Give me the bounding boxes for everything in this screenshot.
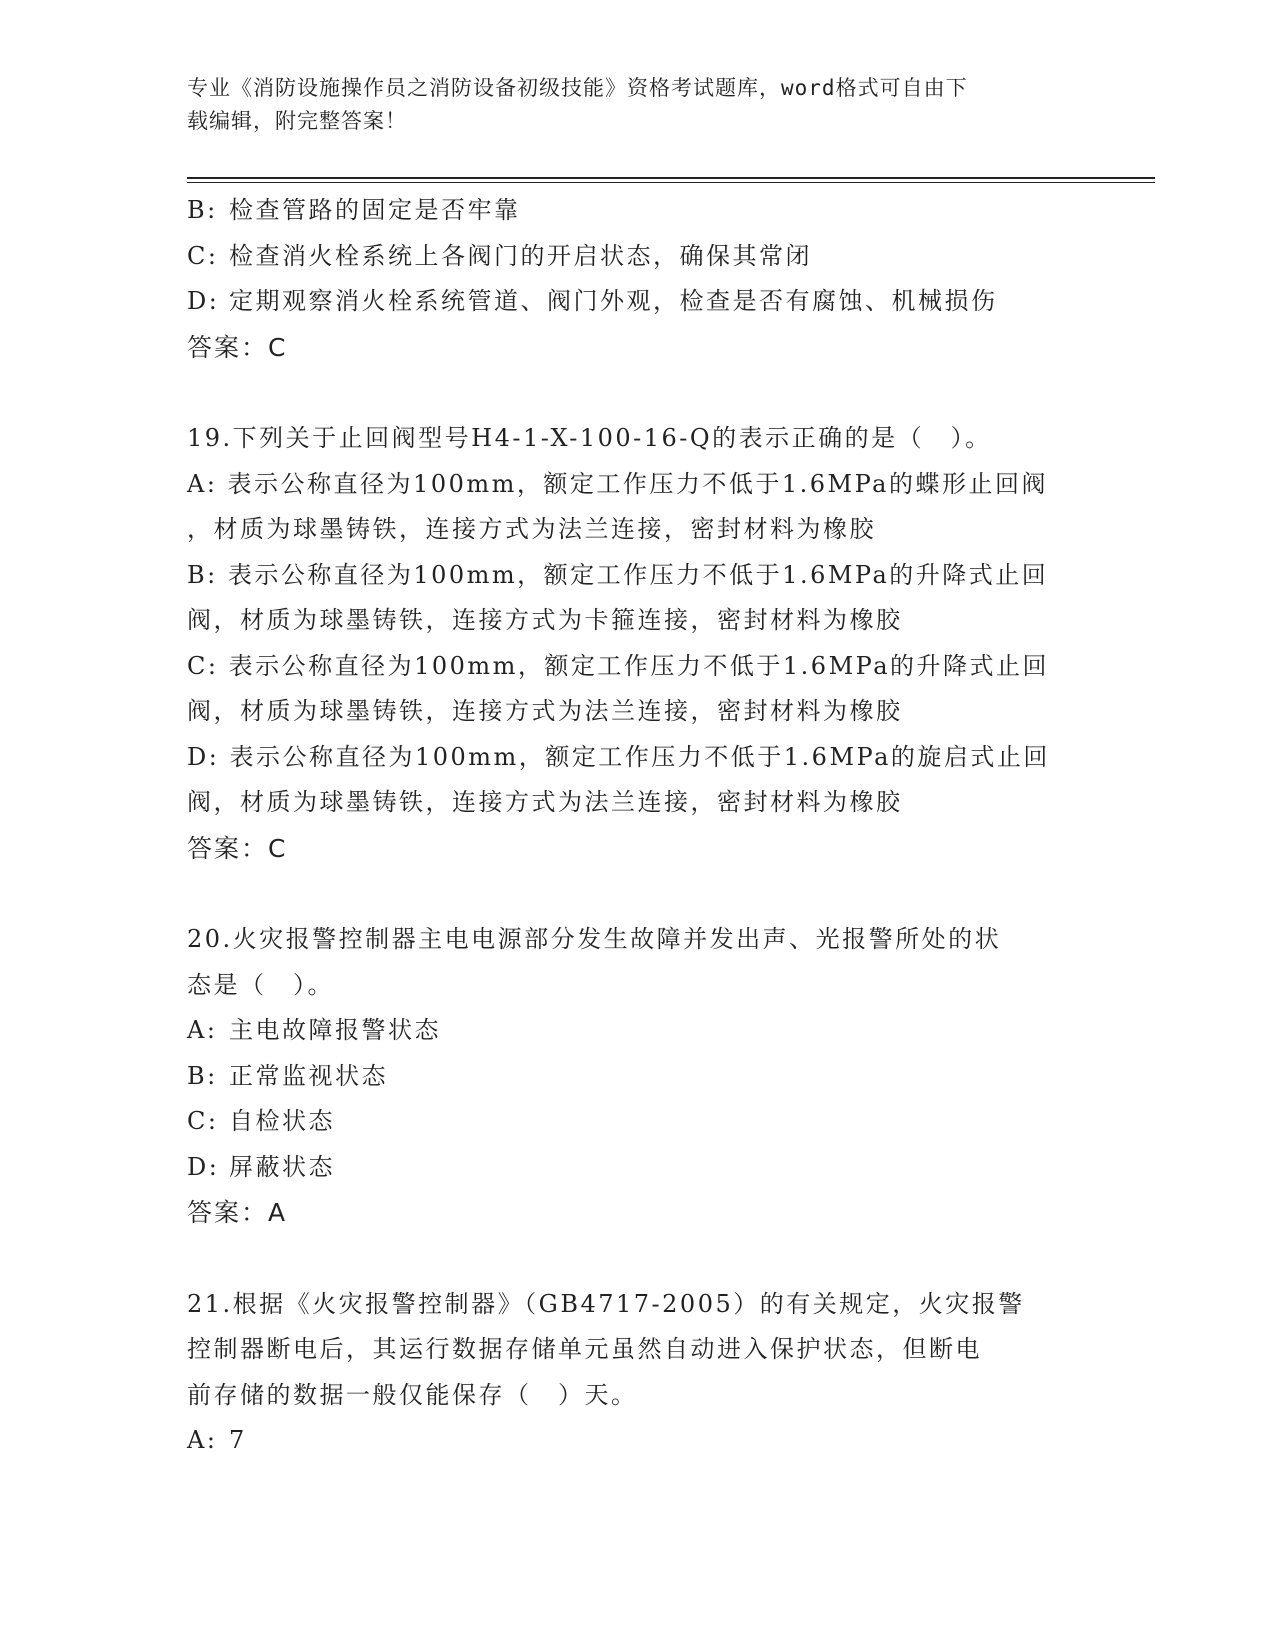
question-list (187, 188, 1087, 1464)
header-line-2: 载编辑，附完整答案！ (187, 109, 407, 133)
question-stem-line-2: 态是（ ）。 (187, 970, 334, 999)
question-19 (187, 416, 1087, 871)
document-header (187, 72, 1087, 138)
answer: 答案：C (187, 833, 288, 863)
option-c: C: 检查消火栓系统上各阀门的开启状态，确保其常闭 (187, 241, 812, 270)
spacer (187, 871, 1087, 917)
option-b-line-2: 阀，材质为球墨铸铁，连接方式为卡箍连接，密封材料为橡胶 (187, 606, 903, 634)
spacer (187, 1236, 1087, 1282)
option-a: A: 7 (187, 1426, 247, 1454)
header-rule-thin (187, 182, 1155, 183)
question-20 (187, 917, 1087, 1236)
option-c-line-2: 阀，材质为球墨铸铁，连接方式为法兰连接，密封材料为橡胶 (187, 697, 903, 725)
question-stem-line-1: 21.根据《火灾报警控制器》（GB4717-2005）的有关规定，火灾报警 (187, 1289, 1025, 1318)
question-21 (187, 1282, 1087, 1464)
question-stem-line-3: 前存储的数据一般仅能保存（ ）天。 (187, 1380, 638, 1409)
answer: 答案：C (187, 332, 288, 362)
prev-question (187, 188, 1087, 370)
option-d: D: 定期观察消火栓系统管道、阀门外观，检查是否有腐蚀、机械损伤 (187, 287, 998, 315)
option-a-line-2: ，材质为球墨铸铁，连接方式为法兰连接，密封材料为橡胶 (187, 515, 876, 543)
option-a: A: 主电故障报警状态 (187, 1016, 441, 1044)
option-a-line-1: A: 表示公称直径为100mm，额定工作压力不低于1.6MPa的蝶形止回阀 (187, 469, 1048, 498)
header-rule-thick (187, 177, 1155, 179)
option-d-line-2: 阀，材质为球墨铸铁，连接方式为法兰连接，密封材料为橡胶 (187, 788, 903, 816)
question-stem-line-1: 20.火灾报警控制器主电电源部分发生故障并发出声、光报警所处的状 (187, 925, 1002, 953)
header-line-1: 专业《消防设施操作员之消防设备初级技能》资格考试题库，word格式可自由下 (187, 76, 968, 100)
option-c: C: 自检状态 (187, 1107, 335, 1135)
question-stem-line-2: 控制器断电后，其运行数据存储单元虽然自动进入保护状态，但断电 (187, 1335, 982, 1363)
question-stem: 19.下列关于止回阀型号H4-1-X-100-16-Q的表示正确的是（ ）。 (187, 424, 992, 452)
option-b-line-1: B: 表示公称直径为100mm，额定工作压力不低于1.6MPa的升降式止回 (187, 560, 1049, 589)
spacer (187, 370, 1087, 416)
option-c-line-1: C: 表示公称直径为100mm，额定工作压力不低于1.6MPa的升降式止回 (187, 651, 1050, 680)
option-b: B: 检查管路的固定是否牢靠 (187, 196, 521, 224)
option-b: B: 正常监视状态 (187, 1061, 388, 1090)
option-d: D: 屏蔽状态 (187, 1152, 335, 1181)
answer: 答案：A (187, 1198, 288, 1227)
option-d-line-1: D: 表示公称直径为100mm，额定工作压力不低于1.6MPa的旋启式止回 (187, 742, 1050, 771)
